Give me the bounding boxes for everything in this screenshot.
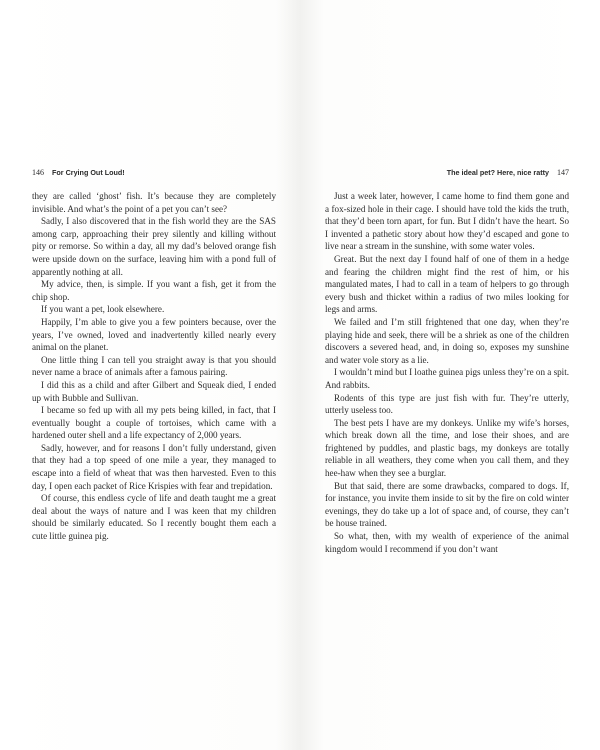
- paragraph: Rodents of this type are just fish with fur. They’re utterly, utterly useless too.: [325, 392, 569, 416]
- paragraph: I did this as a child and after Gilbert and Squeak died, I ended up with Bubble and Sullivan.: [32, 379, 276, 403]
- paragraph: Sadly, I also discovered that in the fish world they are the SAS among carp, approaching their prey silently and killing without pity or remorse. So within a day, all my dad’s beloved orange fish were upside down on the surface, leaving him with a pond full of apparently nothing at all.: [32, 216, 276, 277]
- paragraph: If you want a pet, look elsewhere.: [41, 304, 165, 315]
- paragraph: Just a week later, however, I came home to find them gone and a fox-sized hole in their cage. I should have told the kids the truth, that they’d been torn apart, for fun. But I didn’t have the heart. So I invented a pathetic story about how they’d escaped and gone to live near a stream in the sunshine, with some water voles.: [325, 191, 569, 252]
- paragraph: Of course, this endless cycle of life and death taught me a great deal about the ways of nature and I was keen that my children should be similarly educated. So I recently bought them each a cute little guinea pig.: [32, 493, 276, 542]
- paragraph: But that said, there are some drawbacks, compared to dogs. If, for instance, you invite them inside to sit by the fire on cold winter evenings, they do take up a lot of space and, of course, they can’t be house trained.: [325, 480, 569, 529]
- right-chapter-title: The ideal pet? Here, nice ratty: [446, 168, 549, 177]
- paragraph: Sadly, however, and for reasons I don’t fully understand, given that they had a top speed of one mile a year, they managed to escape into a field of wheat that was then harvested. Even to this day, I open each packet of Rice Krispies with fear and trepidation.: [32, 442, 276, 491]
- left-page-body: [32, 190, 276, 543]
- paragraph: So what, then, with my wealth of experience of the animal kingdom would I recommend if you don’t want: [325, 531, 569, 554]
- paragraph: My advice, then, is simple. If you want a fish, get it from the chip shop.: [32, 279, 276, 302]
- right-running-head: [325, 168, 569, 180]
- left-book-title: For Crying Out Loud!: [52, 168, 125, 177]
- paragraph: they are called ‘ghost’ fish. It’s because they are completely invisible. And what’s the point of a pet you can’t see?: [32, 191, 276, 214]
- paragraph: Happily, I’m able to give you a few pointers because, over the years, I’ve owned, loved and inadvertently killed nearly every animal on the planet.: [32, 316, 276, 353]
- paragraph: Great. But the next day I found half of one of them in a hedge and fearing the children might find the rest of him, or his mangulated mates, I had to call in a team of helpers to go through every bush and thicket within a radius of two miles looking for legs and arms.: [325, 253, 569, 315]
- paragraph: One little thing I can tell you straight away is that you should never name a brace of animals after a famous pairing.: [32, 354, 276, 378]
- right-page: [325, 168, 569, 555]
- paragraph: I wouldn’t mind but I loathe guinea pigs unless they’re on a spit. And rabbits.: [325, 367, 569, 390]
- left-page: [32, 168, 276, 543]
- left-running-head: [32, 168, 276, 180]
- paragraph: The best pets I have are my donkeys. Unlike my wife’s horses, which break down all the time, and lose their shoes, and are frightened by puddles, and plastic bags, my donkeys are totally reliable in all weathers, they come when you call them, and they hee-haw when they see a burglar.: [325, 417, 569, 479]
- left-page-number: 146: [32, 168, 44, 177]
- right-page-number: 147: [557, 168, 569, 177]
- paragraph: We failed and I’m still frightened that one day, when they’re playing hide and seek, there will be a shriek as one of the children discovers a severed head, and, in doing so, exposes my sunshine and water vole story as a lie.: [325, 316, 569, 365]
- paragraph: I became so fed up with all my pets being killed, in fact, that I eventually bought a couple of tortoises, which came with a hardened outer shell and a life expectancy of 2,000 years.: [32, 405, 276, 441]
- right-page-body: [325, 190, 569, 555]
